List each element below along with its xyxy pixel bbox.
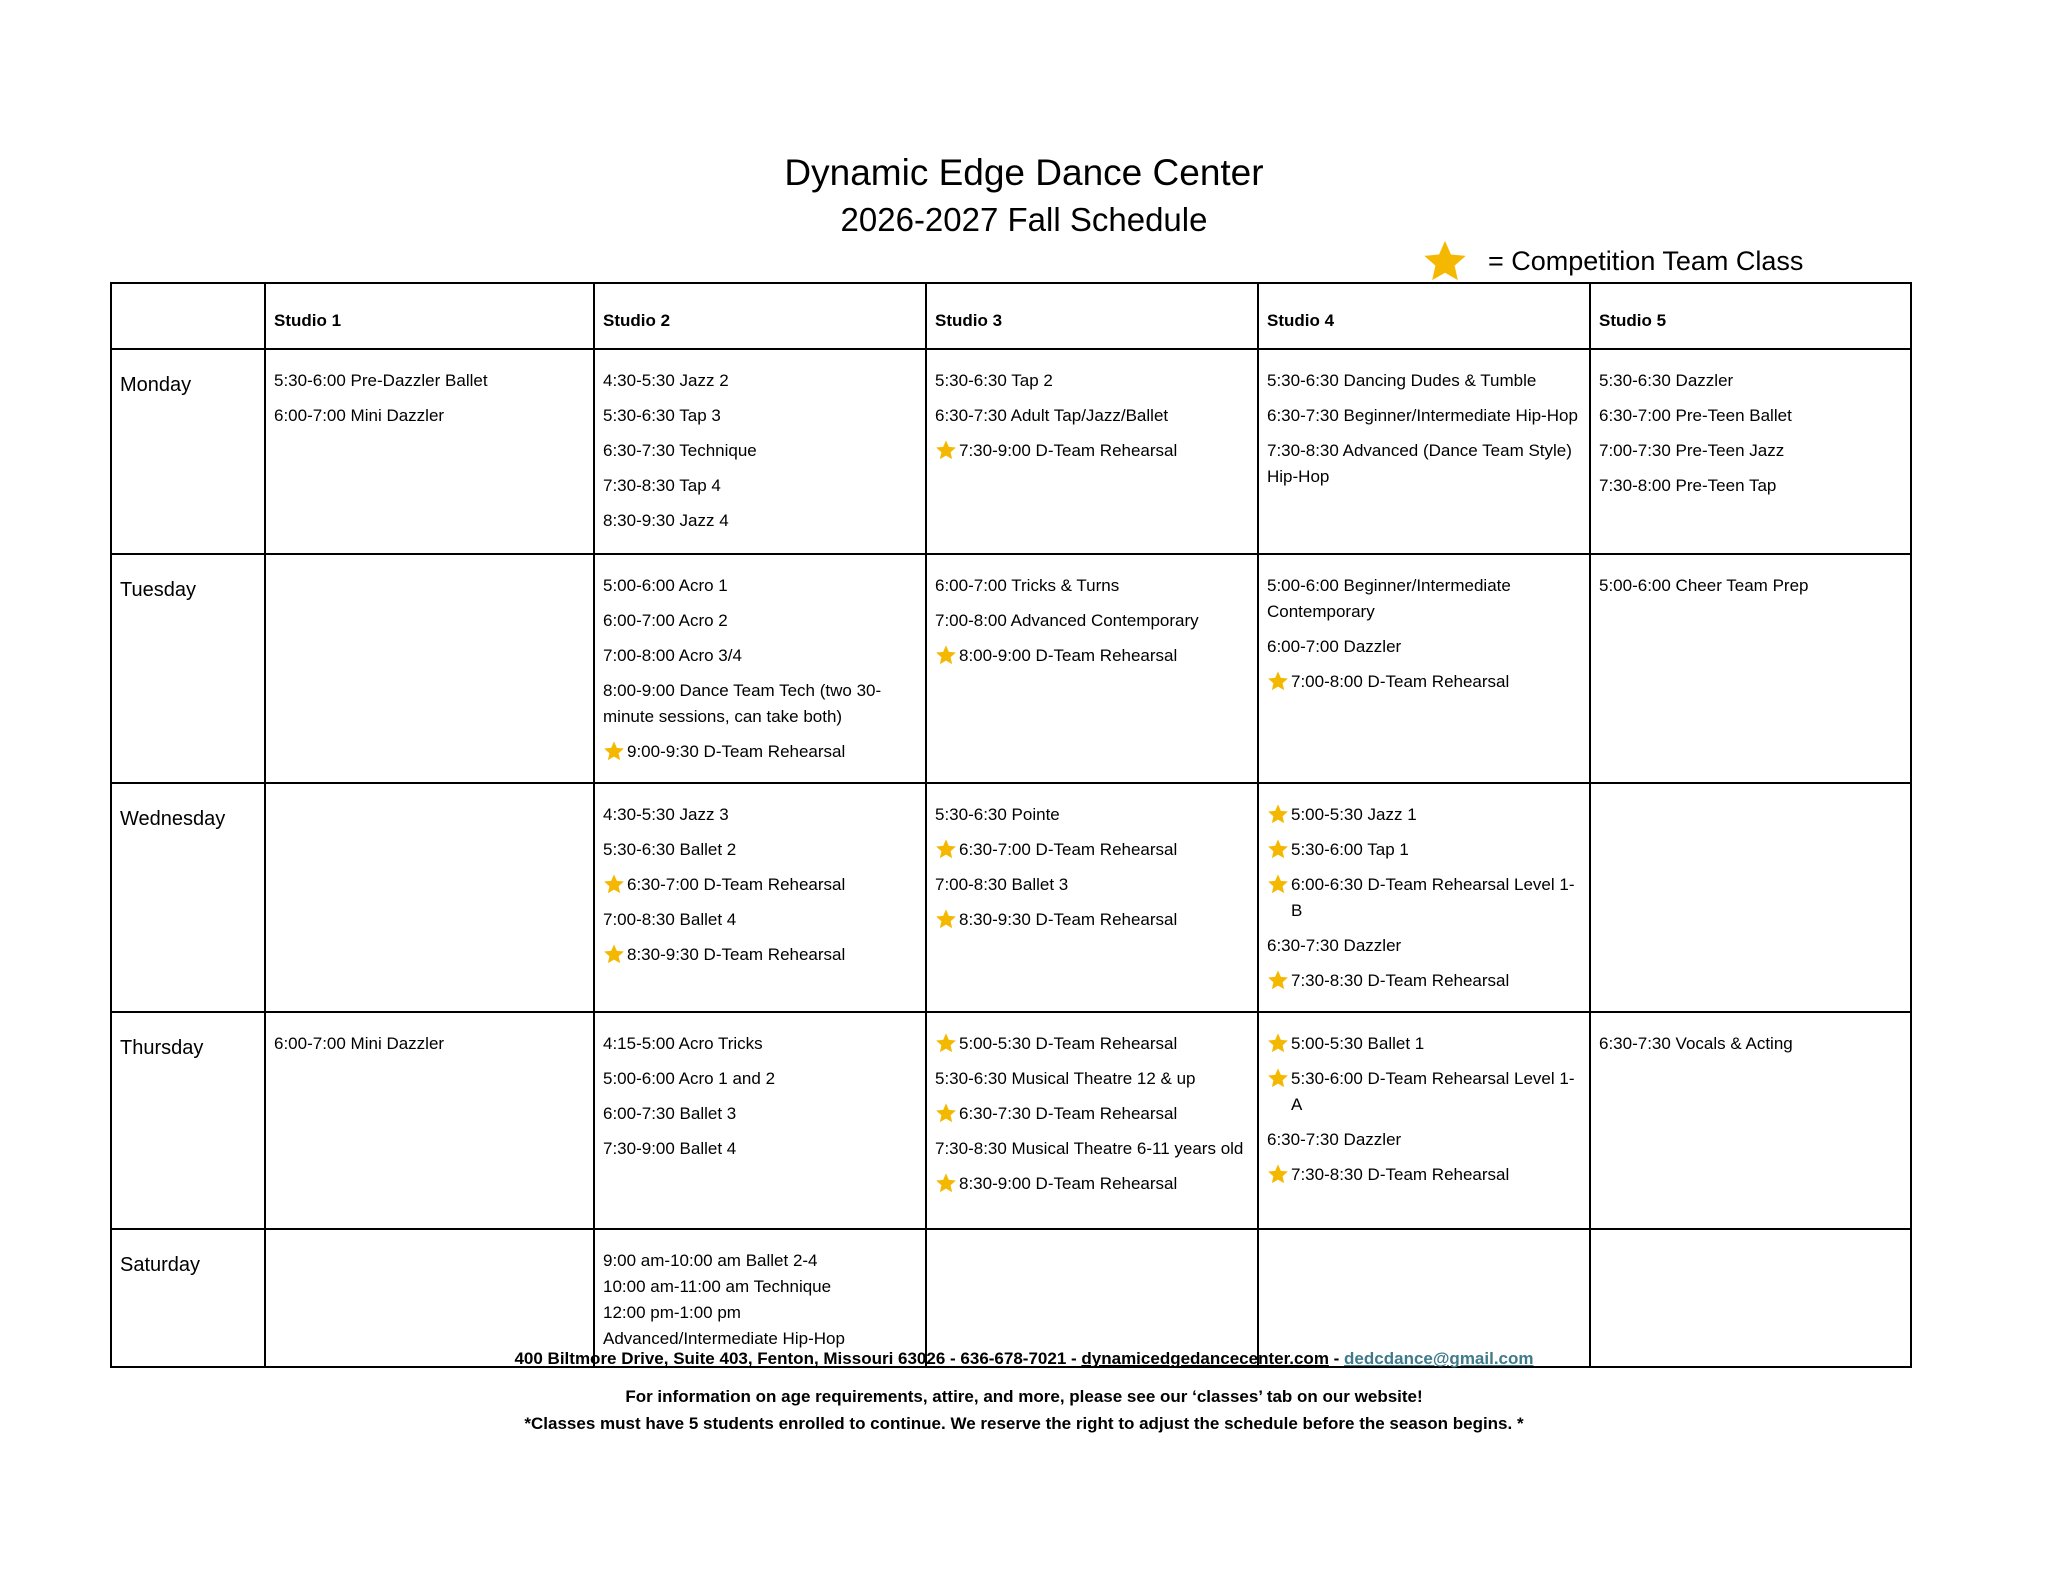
schedule-cell-studio-3 [926,554,1258,783]
class-text: 5:00-5:30 D-Team Rehearsal [959,1034,1178,1053]
class-entry [935,1136,1249,1162]
class-text: 7:00-8:00 Advanced Contemporary [935,611,1199,630]
class-text: 5:00-6:00 Acro 1 and 2 [603,1069,776,1088]
class-entry [603,1136,917,1162]
star-icon [1267,803,1289,825]
class-text: 8:00-9:00 Dance Team Tech (two 30-minute sessions, can take both) [603,681,882,726]
class-text: 5:00-6:00 Cheer Team Prep [1599,576,1809,595]
column-header-studio-3: Studio 3 [926,283,1258,349]
class-text: 6:30-7:30 Technique [603,441,757,460]
class-entry [603,1248,917,1274]
star-icon [935,1032,957,1054]
class-entry [603,1300,917,1352]
schedule-cell-studio-1 [265,783,594,1012]
class-entry [935,872,1249,898]
class-text: 5:30-6:30 Dazzler [1599,371,1734,390]
class-text: 5:00-6:00 Beginner/Intermediate Contemporary [1267,576,1511,621]
class-text: 4:15-5:00 Acro Tricks [603,1034,763,1053]
column-header-studio-2: Studio 2 [594,283,926,349]
star-icon [603,873,625,895]
class-text: 7:30-8:30 Tap 4 [603,476,721,495]
schedule-table [110,282,1912,1368]
class-entry [1599,438,1902,464]
star-icon [603,740,625,762]
class-entry [603,942,917,968]
class-entry [603,1274,917,1300]
legend [1422,238,1803,284]
schedule-cell-studio-2 [594,783,926,1012]
schedule-row-thursday [111,1012,1911,1229]
class-entry [603,837,917,863]
class-text: 5:30-6:30 Dancing Dudes & Tumble [1267,371,1537,390]
schedule-cell-studio-1 [265,1012,594,1229]
class-entry [1267,634,1581,660]
class-entry [603,678,917,730]
class-text: 6:00-7:00 Acro 2 [603,611,728,630]
column-header-studio-4: Studio 4 [1258,283,1590,349]
column-header-studio-1: Studio 1 [265,283,594,349]
class-entry [603,573,917,599]
class-entry [603,473,917,499]
class-text: 8:30-9:30 Jazz 4 [603,511,729,530]
class-text: 5:30-6:00 Pre-Dazzler Ballet [274,371,488,390]
class-entry [1599,573,1902,599]
class-entry [1267,573,1581,625]
class-text: 7:00-7:30 Pre-Teen Jazz [1599,441,1785,460]
schedule-cell-studio-4 [1258,554,1590,783]
class-text: 7:30-8:00 Pre-Teen Tap [1599,476,1777,495]
class-text: 5:30-6:30 Ballet 2 [603,840,737,859]
class-text: 7:30-8:30 D-Team Rehearsal [1291,1165,1510,1184]
schedule-row-saturday [111,1229,1911,1367]
schedule-cell-studio-4 [1258,783,1590,1012]
class-text: 7:00-8:30 Ballet 4 [603,910,737,929]
class-text: 6:00-7:00 Tricks & Turns [935,576,1120,595]
class-entry [1267,872,1581,924]
schedule-cell-studio-3 [926,1012,1258,1229]
class-entry [603,739,917,765]
schedule-cell-studio-2 [594,1229,926,1367]
class-entry [1599,368,1902,394]
class-entry [603,907,917,933]
schedule-cell-studio-3 [926,783,1258,1012]
class-entry [1267,669,1581,695]
class-text: 6:30-7:00 D-Team Rehearsal [627,875,846,894]
class-entry [1267,438,1581,490]
star-icon [935,908,957,930]
class-entry [274,368,585,394]
class-text: 6:00-7:00 Mini Dazzler [274,1034,445,1053]
class-entry [1267,1162,1581,1188]
column-header [111,283,265,349]
class-text: 5:00-5:30 Jazz 1 [1291,805,1417,824]
class-text: 8:30-9:00 D-Team Rehearsal [959,1174,1178,1193]
class-text: 5:00-5:30 Ballet 1 [1291,1034,1425,1053]
class-entry [1599,473,1902,499]
class-entry [603,1066,917,1092]
star-icon [935,644,957,666]
schedule-row-tuesday [111,554,1911,783]
header-row [111,283,1911,349]
class-text: 7:30-8:30 Advanced (Dance Team Style) Hip-Hop [1267,441,1572,486]
class-text: 6:30-7:30 Dazzler [1267,1130,1402,1149]
page-subtitle: 2026-2027 Fall Schedule [840,201,1208,238]
class-text: 8:00-9:00 D-Team Rehearsal [959,646,1178,665]
class-text: 5:30-6:00 Tap 1 [1291,840,1409,859]
class-text: 6:00-6:30 D-Team Rehearsal Level 1-B [1291,875,1575,920]
class-entry [1599,1031,1902,1057]
class-text: 7:00-8:30 Ballet 3 [935,875,1069,894]
class-text: 5:30-6:30 Tap 2 [935,371,1053,390]
class-text: 5:30-6:30 Musical Theatre 12 & up [935,1069,1196,1088]
class-text: 6:30-7:00 Pre-Teen Ballet [1599,406,1792,425]
schedule-row-wednesday [111,783,1911,1012]
class-text: 6:00-7:00 Dazzler [1267,637,1402,656]
star-icon [1267,670,1289,692]
class-entry [603,643,917,669]
class-entry [935,403,1249,429]
email-link[interactable]: dedcdance@gmail.com [1344,1349,1534,1368]
class-entry [603,1031,917,1057]
class-entry [1267,403,1581,429]
day-label: Tuesday [111,554,265,783]
schedule-cell-studio-2 [594,1012,926,1229]
class-text: 7:30-8:30 D-Team Rehearsal [1291,971,1510,990]
class-text: 7:30-8:30 Musical Theatre 6-11 years old [935,1139,1244,1158]
day-label: Wednesday [111,783,265,1012]
class-entry [1267,837,1581,863]
schedule-cell-studio-1 [265,349,594,554]
day-label: Saturday [111,1229,265,1367]
schedule-cell-studio-5 [1590,349,1911,554]
schedule-cell-studio-1 [265,1229,594,1367]
legend-label: = Competition Team Class [1488,245,1804,276]
class-entry [935,907,1249,933]
class-text: 5:30-6:00 D-Team Rehearsal Level 1-A [1291,1069,1575,1114]
column-header-studio-5: Studio 5 [1590,283,1911,349]
footer-info: For information on age requirements, attire, and more, please see our ‘classes’ tab on our website! [625,1387,1423,1406]
schedule-cell-studio-5 [1590,783,1911,1012]
class-entry [603,438,917,464]
class-entry [603,403,917,429]
star-icon [1267,838,1289,860]
class-text: 6:30-7:30 Adult Tap/Jazz/Ballet [935,406,1169,425]
day-label: Monday [111,349,265,554]
class-text: 8:30-9:30 D-Team Rehearsal [627,945,846,964]
schedule-row-monday [111,349,1911,554]
class-text: 6:30-7:30 Dazzler [1267,936,1402,955]
class-entry [603,872,917,898]
class-text: 5:00-6:00 Acro 1 [603,576,728,595]
schedule-cell-studio-4 [1258,1229,1590,1367]
class-text: 6:30-7:30 Beginner/Intermediate Hip-Hop [1267,406,1578,425]
schedule-cell-studio-3 [926,349,1258,554]
class-entry [935,608,1249,634]
class-entry [935,643,1249,669]
star-icon [935,439,957,461]
class-text: 12:00 pm-1:00 pm Advanced/Intermediate Hip-Hop [603,1303,845,1348]
star-icon [935,1102,957,1124]
class-entry [935,837,1249,863]
day-label: Thursday [111,1012,265,1229]
schedule-cell-studio-5 [1590,1229,1911,1367]
footer-address-line [0,1349,2048,1369]
star-icon [1267,873,1289,895]
class-text: 5:30-6:30 Tap 3 [603,406,721,425]
class-text: 6:30-7:00 D-Team Rehearsal [959,840,1178,859]
class-entry [1267,802,1581,828]
class-entry [935,1171,1249,1197]
class-entry [935,438,1249,464]
class-entry [1267,933,1581,959]
class-entry [1267,1127,1581,1153]
class-entry [1267,968,1581,994]
class-entry [603,608,917,634]
class-text: 6:00-7:30 Ballet 3 [603,1104,737,1123]
page-title: Dynamic Edge Dance Center [784,152,1264,193]
class-entry [935,1066,1249,1092]
class-text: 8:30-9:30 D-Team Rehearsal [959,910,1178,929]
class-text: 4:30-5:30 Jazz 3 [603,805,729,824]
class-text: 7:30-9:00 D-Team Rehearsal [959,441,1178,460]
class-entry [603,508,917,534]
footer-note: *Classes must have 5 students enrolled to continue. We reserve the right to adjust the schedule before the season begins. * [524,1414,1524,1433]
star-icon [1267,1032,1289,1054]
class-entry [935,368,1249,394]
class-entry [935,573,1249,599]
class-entry [603,802,917,828]
star-icon [603,943,625,965]
star-icon [1267,1067,1289,1089]
class-text: 5:30-6:30 Pointe [935,805,1060,824]
class-entry [274,1031,585,1057]
class-text: 7:00-8:00 Acro 3/4 [603,646,742,665]
star-icon [935,1172,957,1194]
schedule-cell-studio-5 [1590,554,1911,783]
schedule-cell-studio-4 [1258,1012,1590,1229]
class-text: 7:00-8:00 D-Team Rehearsal [1291,672,1510,691]
schedule-cell-studio-3 [926,1229,1258,1367]
class-text: 6:00-7:00 Mini Dazzler [274,406,445,425]
class-entry [603,1101,917,1127]
star-icon [1422,238,1468,284]
star-icon [1267,969,1289,991]
class-text: 6:30-7:30 Vocals & Acting [1599,1034,1793,1053]
class-text: 7:30-9:00 Ballet 4 [603,1139,737,1158]
schedule-cell-studio-2 [594,349,926,554]
schedule-cell-studio-2 [594,554,926,783]
class-text: 4:30-5:30 Jazz 2 [603,371,729,390]
footer-separator: - [1328,1349,1345,1368]
class-entry [935,802,1249,828]
class-text: 6:30-7:30 D-Team Rehearsal [959,1104,1178,1123]
class-entry [1267,1066,1581,1118]
class-entry [935,1101,1249,1127]
class-text: 10:00 am-11:00 am Technique [603,1277,832,1296]
schedule-cell-studio-5 [1590,1012,1911,1229]
website-link[interactable]: dynamicedgedancecenter.com [1081,1349,1329,1368]
class-entry [603,368,917,394]
schedule-cell-studio-1 [265,554,594,783]
class-text: 9:00 am-10:00 am Ballet 2-4 [603,1251,818,1270]
star-icon [935,838,957,860]
schedule-cell-studio-4 [1258,349,1590,554]
class-entry [1267,368,1581,394]
class-entry [1599,403,1902,429]
footer-address: 400 Biltmore Drive, Suite 403, Fenton, Missouri 63026 - 636-678-7021 - [514,1349,1082,1368]
class-entry [935,1031,1249,1057]
class-entry [1267,1031,1581,1057]
class-text: 9:00-9:30 D-Team Rehearsal [627,742,846,761]
star-icon [1267,1163,1289,1185]
class-entry [274,403,585,429]
